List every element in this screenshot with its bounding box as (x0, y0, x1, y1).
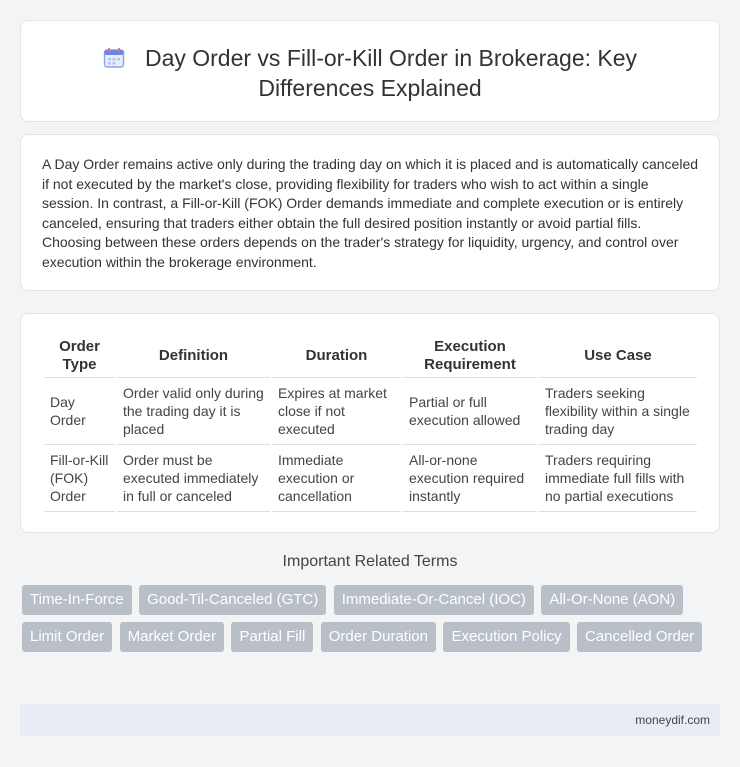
column-header: Use Case (539, 332, 697, 378)
column-header: Execution Requirement (403, 332, 537, 378)
table-cell: Order valid only during the trading day it is placed (117, 378, 270, 445)
column-header: Duration (272, 332, 401, 378)
table-row (44, 378, 697, 445)
intro-card (20, 134, 720, 291)
related-term-tag[interactable]: Immediate-Or-Cancel (IOC) (334, 585, 534, 615)
table-cell: Fill-or-Kill (FOK) Order (44, 445, 115, 512)
footer-site-link[interactable]: moneydif.com (635, 713, 710, 727)
table-cell: Traders requiring immediate full fills with no partial executions (539, 445, 697, 512)
comparison-table-card (20, 313, 720, 533)
comparison-table (42, 332, 699, 512)
calendar-icon (103, 47, 125, 69)
related-terms-list (22, 585, 712, 659)
related-terms-heading: Important Related Terms (282, 553, 458, 570)
related-term-tag[interactable]: Market Order (120, 622, 224, 652)
intro-paragraph: A Day Order remains active only during the trading day on which it is placed and is automatically canceled if not executed by the market's close, providing flexibility for traders who wish to act within a single session. In contrast, a Fill-or-Kill (FOK) Order demands immediate and complete execution or is entirely canceled, ensuring that traders either obtain the full desired position instantly or avoid partial fills. Choosing between these orders depends on the trader's strategy for liquidity, urgency, and control over execution within the brokerage environment. (42, 156, 699, 270)
table-cell: All-or-none execution required instantly (403, 445, 537, 512)
related-term-tag[interactable]: Good-Til-Canceled (GTC) (139, 585, 326, 615)
related-term-tag[interactable]: Time-In-Force (22, 585, 132, 615)
column-header: Definition (117, 332, 270, 378)
related-term-tag[interactable]: Limit Order (22, 622, 112, 652)
table-cell: Partial or full execution allowed (403, 378, 537, 445)
table-header-row (44, 332, 697, 378)
table-cell: Order must be executed immediately in full or canceled (117, 445, 270, 512)
table-cell: Immediate execution or cancellation (272, 445, 401, 512)
related-term-tag[interactable]: Partial Fill (231, 622, 313, 652)
table-cell: Expires at market close if not executed (272, 378, 401, 445)
related-term-tag[interactable]: All-Or-None (AON) (541, 585, 683, 615)
column-header: Order Type (44, 332, 115, 378)
related-term-tag[interactable]: Order Duration (321, 622, 436, 652)
footer (20, 704, 720, 736)
page-title: Day Order vs Fill-or-Kill Order in Brokerage: Key Differences Explained (144, 45, 638, 101)
table-row (44, 445, 697, 512)
related-term-tag[interactable]: Execution Policy (443, 622, 569, 652)
related-term-tag[interactable]: Cancelled Order (577, 622, 702, 652)
title-card (20, 20, 720, 122)
table-cell: Day Order (44, 378, 115, 445)
table-cell: Traders seeking flexibility within a single trading day (539, 378, 697, 445)
